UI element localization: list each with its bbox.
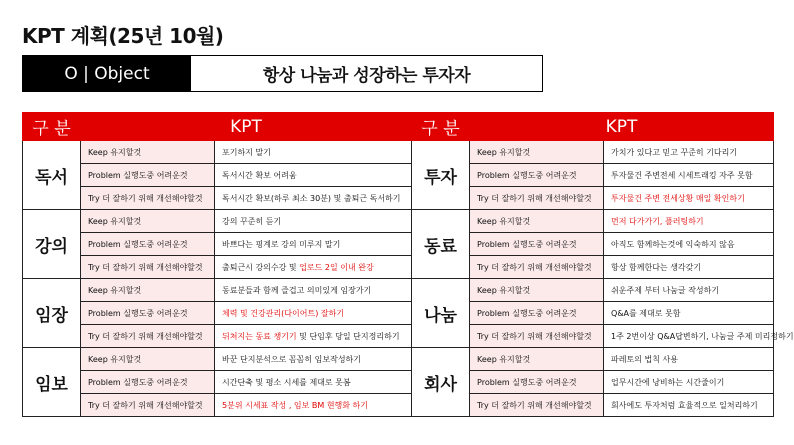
- lecture-try-highlight: 업로드 2일 이내 완강: [299, 262, 374, 272]
- table-row: [23, 141, 774, 164]
- problem-label: Problem 실행도중 어려운것: [470, 233, 604, 256]
- category-investment: 투자: [412, 141, 470, 210]
- colleague-try: 항상 함께한다는 생각갖기: [604, 256, 774, 279]
- company-try: 회사에도 투자처럼 효율적으로 일처리하기: [604, 394, 774, 417]
- table-row: [23, 371, 774, 394]
- field-visit-keep: 동료분들과 함께 즐겁고 의미있게 임장가기: [215, 279, 412, 302]
- category-sharing: 나눔: [412, 279, 470, 348]
- table-row: [23, 187, 774, 210]
- investment-try: 투자물건 주변 전세상황 매일 확인하기: [604, 187, 774, 210]
- problem-label: Problem 실행도중 어려운것: [470, 302, 604, 325]
- field-visit-try-highlight: 뒤쳐지는 동료 챙기기: [222, 331, 297, 341]
- header-kpt-left: KPT: [81, 113, 412, 141]
- keep-label: Keep 유지할것: [470, 348, 604, 371]
- table-row: [23, 348, 774, 371]
- field-visit-try-text: 및 단임후 당일 단지정리하기: [296, 331, 400, 341]
- table-row: [23, 233, 774, 256]
- company-problem: 업무시간에 낭비하는 시간줄이기: [604, 371, 774, 394]
- investment-problem: 투자물건 주변전세 시세트래킹 자주 못함: [604, 164, 774, 187]
- keep-label: Keep 유지할것: [470, 279, 604, 302]
- page-title: KPT 계획(25년 10월): [22, 24, 224, 48]
- table-row: [23, 325, 774, 348]
- reading-try: 독서시간 확보(하루 최소 30분) 및 출퇴근 독서하기: [215, 187, 412, 210]
- sharing-keep: 쉬운주제 부터 나눔글 작성하기: [604, 279, 774, 302]
- problem-label: Problem 실행도중 어려운것: [470, 164, 604, 187]
- problem-label: Problem 실행도중 어려운것: [81, 371, 215, 394]
- problem-label: Problem 실행도중 어려운것: [81, 233, 215, 256]
- category-report: 임보: [23, 348, 81, 417]
- category-company: 회사: [412, 348, 470, 417]
- lecture-try-text: 출퇴근시 강의수강 및: [222, 262, 300, 272]
- header-kpt-right: KPT: [470, 113, 774, 141]
- reading-keep: 포기하지 말기: [215, 141, 412, 164]
- category-reading: 독서: [23, 141, 81, 210]
- header-category-right: 구 분: [412, 113, 470, 141]
- table-row: [23, 256, 774, 279]
- colleague-problem: 아직도 함께하는것에 익숙하지 않음: [604, 233, 774, 256]
- category-lecture: 강의: [23, 210, 81, 279]
- table-header-row: [23, 113, 774, 141]
- table-row: [23, 394, 774, 417]
- sharing-problem: Q&A를 제대로 못함: [604, 302, 774, 325]
- report-try: 5분위 시세표 작성 , 임보 BM 현행화 하기: [215, 394, 412, 417]
- try-label: Try 더 잘하기 위해 개선해야할것: [470, 325, 604, 348]
- category-colleague: 동료: [412, 210, 470, 279]
- investment-keep: 가치가 있다고 믿고 꾸준히 기다리기: [604, 141, 774, 164]
- objective-key: O | Object: [23, 56, 191, 91]
- keep-label: Keep 유지할것: [81, 210, 215, 233]
- objective-value: 항상 나눔과 성장하는 투자자: [262, 66, 471, 86]
- table-row: [23, 279, 774, 302]
- keep-label: Keep 유지할것: [470, 210, 604, 233]
- keep-label: Keep 유지할것: [81, 348, 215, 371]
- category-field-visit: 임장: [23, 279, 81, 348]
- company-keep: 파레토의 법칙 사용: [604, 348, 774, 371]
- try-label: Try 더 잘하기 위해 개선해야할것: [81, 256, 215, 279]
- header-category-left: 구 분: [23, 113, 81, 141]
- objective-box: [22, 55, 543, 92]
- try-label: Try 더 잘하기 위해 개선해야할것: [470, 256, 604, 279]
- table-row: [23, 302, 774, 325]
- problem-label: Problem 실행도중 어려운것: [81, 302, 215, 325]
- try-label: Try 더 잘하기 위해 개선해야할것: [470, 394, 604, 417]
- report-keep: 바꾼 단지분석으로 꼼꼼히 임보작성하기: [215, 348, 412, 371]
- lecture-keep: 강의 꾸준히 듣기: [215, 210, 412, 233]
- lecture-problem: 바쁘다는 핑계로 강의 미루지 말기: [215, 233, 412, 256]
- table-row: [23, 210, 774, 233]
- try-label: Try 더 잘하기 위해 개선해야할것: [81, 394, 215, 417]
- lecture-try: [215, 256, 412, 279]
- colleague-keep: 먼저 다가가기, 플러팅하기: [604, 210, 774, 233]
- try-label: Try 더 잘하기 위해 개선해야할것: [81, 187, 215, 210]
- report-problem: 시간단축 및 평소 시세를 제대로 못봄: [215, 371, 412, 394]
- field-visit-problem: 체력 및 건강관리(다이어트) 잘하기: [215, 302, 412, 325]
- try-label: Try 더 잘하기 위해 개선해야할것: [470, 187, 604, 210]
- sharing-try: 1주 2번이상 Q&A답변하기, 나눔글 주제 미리정하기: [604, 325, 774, 348]
- field-visit-try: [215, 325, 412, 348]
- reading-problem: 독서시간 확보 어려움: [215, 164, 412, 187]
- problem-label: Problem 실행도중 어려운것: [470, 371, 604, 394]
- keep-label: Keep 유지할것: [81, 141, 215, 164]
- table-row: [23, 164, 774, 187]
- problem-label: Problem 실행도중 어려운것: [81, 164, 215, 187]
- try-label: Try 더 잘하기 위해 개선해야할것: [81, 325, 215, 348]
- kpt-table: [22, 112, 794, 417]
- keep-label: Keep 유지할것: [470, 141, 604, 164]
- keep-label: Keep 유지할것: [81, 279, 215, 302]
